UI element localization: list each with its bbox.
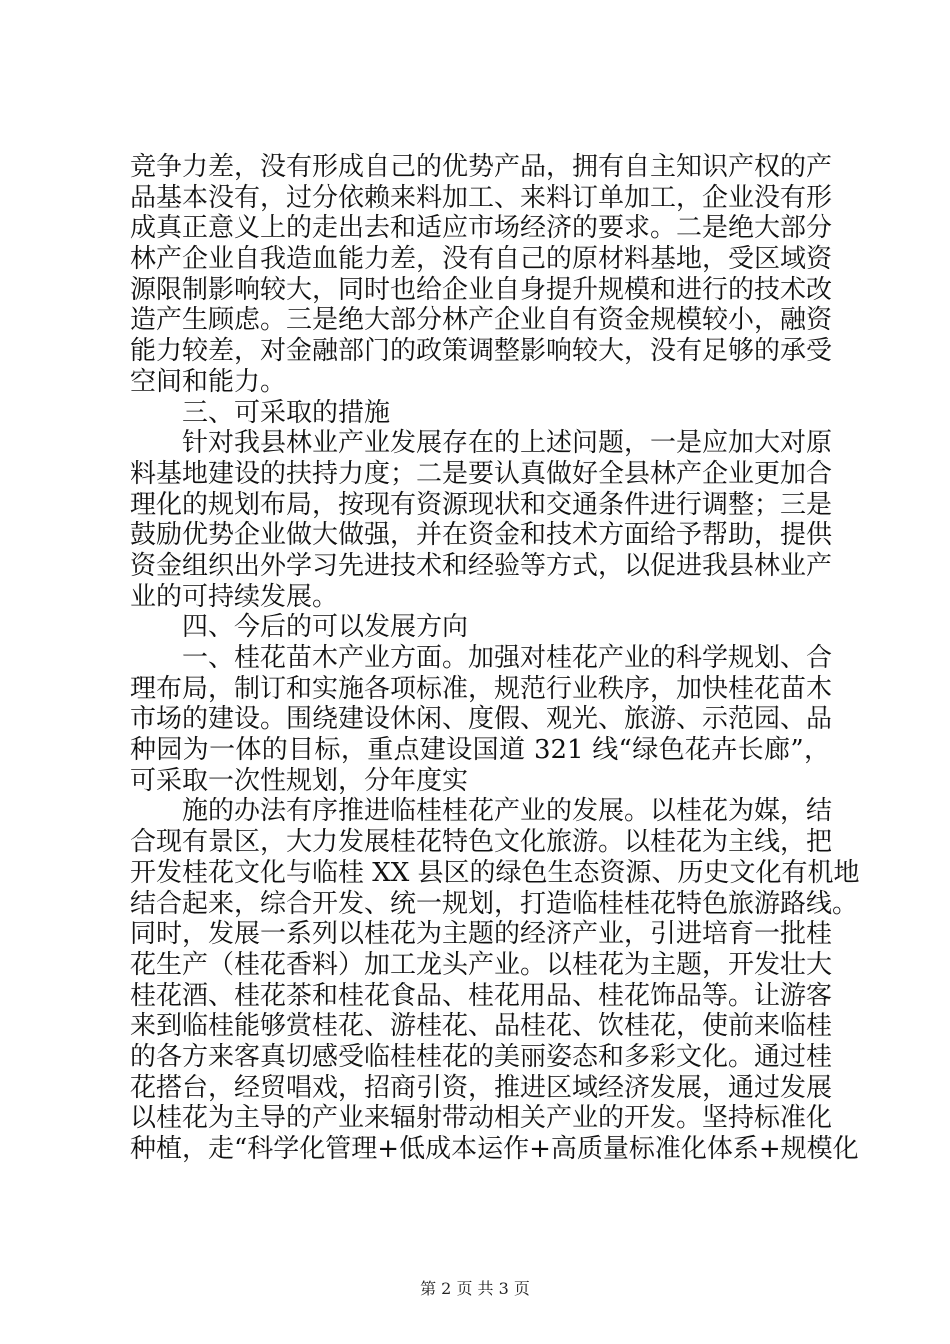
text-line: 料基地建设的扶持力度；二是要认真做好全县林产企业更加合 (130, 458, 833, 489)
text-line: 以桂花为主导的产业来辐射带动相关产业的开发。坚持标准化 (130, 1103, 833, 1134)
text-line: 成真正意义上的走出去和适应市场经济的要求。二是绝大部分 (130, 213, 833, 244)
text-line: 能力较差，对金融部门的政策调整影响较大，没有足够的承受 (130, 336, 833, 367)
text-line: 花生产（桂花香料）加工龙头产业。以桂花为主题，开发壮大 (130, 949, 833, 980)
text-line: 施的办法有序推进临桂桂花产业的发展。以桂花为媒，结 (182, 796, 833, 827)
text-line: 一、桂花苗木产业方面。加强对桂花产业的科学规划、合 (182, 643, 833, 673)
text-line: 来到临桂能够赏桂花、游桂花、品桂花、饮桂花，使前来临桂 (130, 1011, 833, 1042)
text-line: 针对我县林业产业发展存在的上述问题，一是应加大对原 (182, 428, 833, 459)
text-line: 品基本没有，过分依赖来料加工、来料订单加工，企业没有形 (130, 182, 833, 213)
text-line: 竞争力差，没有形成自己的优势产品，拥有自主知识产权的产 (130, 152, 833, 182)
text-line: 同时，发展一系列以桂花为主题的经济产业，引进培育一批桂 (130, 919, 833, 950)
page-footer: 第 2 页 共 3 页 (420, 1279, 530, 1298)
text-line: 空间和能力。 (130, 366, 287, 397)
text-line: 四、今后的可以发展方向 (182, 612, 469, 643)
text-line: 市场的建设。围绕建设休闲、度假、观光、旅游、示范园、品 (130, 704, 833, 735)
text-line: 业的可持续发展。 (130, 581, 339, 612)
text-line: 源限制影响较大，同时也给企业自身提升规模和进行的技术改 (130, 274, 833, 305)
text-line: 林产企业自我造血能力差，没有自己的原材料基地，受区域资 (130, 244, 833, 275)
text-line: 资金组织出外学习先进技术和经验等方式，以促进我县林业产 (130, 550, 833, 581)
text-line: 开发桂花文化与临桂 XX 县区的绿色生态资源、历史文化有机地 (130, 857, 860, 888)
document-body (130, 152, 860, 1165)
text-line: 鼓励优势企业做大做强，并在资金和技术方面给予帮助，提供 (130, 520, 833, 551)
text-line: 三、可采取的措施 (182, 397, 391, 428)
text-line: 种园为一体的目标，重点建设国道 321 线“绿色花卉长廊”， (130, 735, 830, 766)
text-line: 理布局，制订和实施各项标准，规范行业秩序，加快桂花苗木 (130, 673, 833, 704)
text-line: 可采取一次性规划，分年度实 (130, 765, 469, 796)
text-line: 桂花酒、桂花茶和桂花食品、桂花用品、桂花饰品等。让游客 (130, 980, 833, 1011)
text-line: 造产生顾虑。三是绝大部分林产企业自有资金规模较小，融资 (130, 305, 833, 336)
text-line: 理化的规划布局，按现有资源现状和交通条件进行调整；三是 (130, 489, 833, 520)
text-line: 花搭台，经贸唱戏，招商引资，推进区域经济发展，通过发展 (130, 1072, 833, 1103)
text-line: 结合起来，综合开发、统一规划，打造临桂桂花特色旅游路线。 (130, 888, 859, 919)
text-line: 种植，走“科学化管理+低成本运作+高质量标准化体系+规模化 (130, 1134, 859, 1164)
text-line: 的各方来客真切感受临桂桂花的美丽姿态和多彩文化。通过桂 (130, 1041, 833, 1072)
text-line: 合现有景区，大力发展桂花特色文化旅游。以桂花为主线，把 (130, 827, 833, 858)
